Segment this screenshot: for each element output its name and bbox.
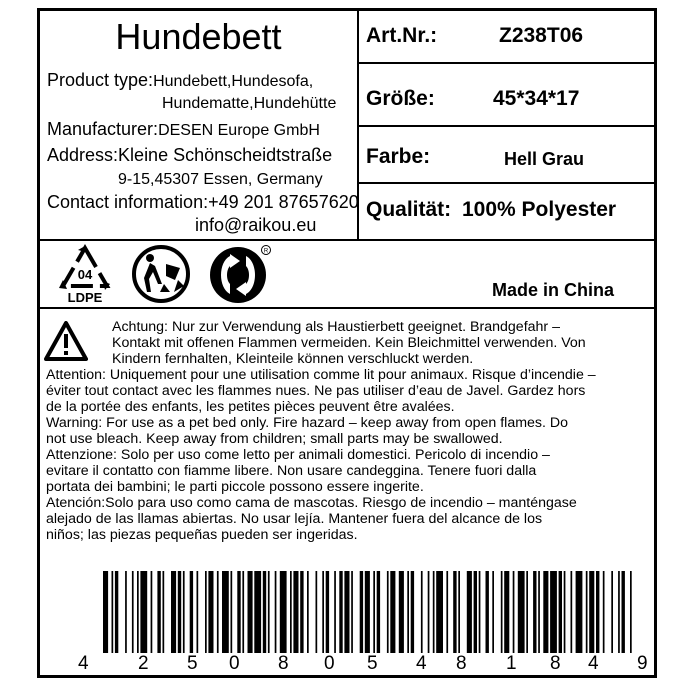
- barcode-bar: [576, 571, 583, 653]
- barcode-bar: [446, 571, 448, 653]
- qualitaet-cell: [359, 184, 654, 239]
- barcode-bar: [589, 571, 594, 653]
- barcode-digits: [40, 653, 654, 673]
- barcode-bar: [513, 571, 515, 653]
- warning-es-1: Atención:Solo para uso como cama de mascotas. Riesgo de incendio – manténgase: [46, 495, 577, 511]
- barcode-bar: [178, 571, 181, 653]
- label-top-section: [40, 11, 654, 241]
- manufacturer-value: DESEN Europe GmbH: [158, 122, 320, 139]
- warning-section: [40, 309, 654, 569]
- barcode-bar: [586, 571, 588, 653]
- warning-en-2: not use bleach. Keep away from children; small parts may be swallowed.: [46, 431, 503, 447]
- groesse-cell: [359, 64, 654, 127]
- barcode-bar: [103, 571, 108, 653]
- barcode-bar: [263, 571, 266, 653]
- warning-fr-3: de la portée des enfants, les petites pièces peuvent être avalées.: [46, 399, 455, 415]
- product-type-value-1: Hundebett,Hundesofa,: [153, 73, 314, 90]
- contact-key: Contact information:: [47, 192, 209, 212]
- contact-phone: +49 201 87657620: [208, 192, 359, 212]
- product-type-line: [47, 69, 313, 93]
- product-info-panel: [40, 11, 359, 239]
- barcode-digit: 0: [324, 653, 335, 674]
- barcode-bar: [571, 571, 573, 653]
- barcode-bar: [387, 571, 389, 653]
- barcode-bar: [518, 571, 525, 653]
- barcode-bar: [217, 571, 219, 653]
- barcode-bar: [137, 571, 139, 653]
- barcode-bar: [151, 571, 153, 653]
- barcode-digit: 1: [506, 653, 517, 674]
- barcode-bar: [344, 571, 349, 653]
- barcode-bar: [351, 571, 353, 653]
- barcode-bar: [339, 571, 342, 653]
- barcode-bar: [474, 571, 477, 653]
- barcode-bar: [453, 571, 456, 653]
- barcode-bar: [428, 571, 430, 653]
- barcode-bar: [280, 571, 287, 653]
- warning-es-3: niños; las piezas pequeñas pueden ser ingeridas.: [46, 527, 358, 543]
- warning-icon: [44, 321, 88, 361]
- barcode-bar: [275, 571, 277, 653]
- art-nr-value: Z238T06: [499, 24, 584, 47]
- art-nr-cell: [359, 11, 654, 64]
- barcode-bar: [334, 571, 336, 653]
- symbols-row: [40, 241, 654, 309]
- barcode-bar: [205, 571, 207, 653]
- manufacturer-key: Manufacturer:: [47, 119, 159, 139]
- barcode-bar: [248, 571, 253, 653]
- barcode-bar: [242, 571, 244, 653]
- barcode-bar: [231, 571, 233, 653]
- manufacturer-line: [47, 118, 320, 142]
- barcode-bar: [268, 571, 270, 653]
- barcode-bar: [433, 571, 435, 653]
- barcode-bar: [611, 571, 613, 653]
- barcode-bar: [365, 571, 370, 653]
- barcode-bar: [399, 571, 404, 653]
- barcode-digit: 8: [278, 653, 289, 674]
- barcode-bar: [407, 571, 409, 653]
- contact-email: info@raikou.eu: [195, 215, 317, 235]
- barcode-bar: [115, 571, 118, 653]
- warning-de-1: Achtung: Nur zur Verwendung als Haustierbett geeignet. Brandgefahr –: [112, 319, 560, 335]
- barcode-bar: [208, 571, 213, 653]
- barcode: [40, 571, 654, 675]
- green-dot-icon: [208, 244, 274, 306]
- warning-en-1: Warning: For use as a pet bed only. Fire hazard – keep away from open flames. Do: [46, 415, 569, 431]
- contact-line: [47, 191, 359, 213]
- barcode-digit: 4: [416, 653, 427, 674]
- barcode-bar: [360, 571, 363, 653]
- address-value-2: 9-15,45307 Essen, Germany: [118, 171, 323, 188]
- barcode-bar: [492, 571, 494, 653]
- barcode-bar: [326, 571, 329, 653]
- barcode-bar: [538, 571, 540, 653]
- barcode-bar: [190, 571, 193, 653]
- barcode-bar: [543, 571, 548, 653]
- barcode-bar: [222, 571, 229, 653]
- groesse-key: Größe:: [366, 87, 435, 110]
- barcode-digit: 5: [367, 653, 378, 674]
- address-line-2: [118, 167, 323, 191]
- barcode-digit: 4: [78, 653, 89, 674]
- barcode-digit: 2: [138, 653, 149, 674]
- art-nr-key: Art.Nr.:: [366, 24, 438, 47]
- product-type-key: Product type:: [47, 70, 154, 90]
- barcode-bar: [300, 571, 303, 653]
- barcode-bar: [157, 571, 160, 653]
- warning-es-2: alejado de las llamas abiertas. No usar lejía. Mantener fuera del alcance de los: [46, 511, 543, 527]
- warning-fr-2: éviter tout contact avec les flammes nues. Ne pas utiliser d’eau de Javel. Gardez hors: [46, 383, 586, 399]
- barcode-bar: [293, 571, 298, 653]
- barcode-bar: [112, 571, 114, 653]
- barcode-bar: [622, 571, 625, 653]
- barcode-digit: 5: [187, 653, 198, 674]
- warning-de-3: Kindern fernhalten, Kleinteile können verschluckt werden.: [112, 351, 474, 367]
- warning-it-2: evitare il contatto con fiamme libere. Non usare candeggina. Tenere fuori dalla: [46, 463, 537, 479]
- barcode-digit: 8: [550, 653, 561, 674]
- made-in-label: Made in China: [491, 280, 614, 300]
- qualitaet-value: 100% Polyester: [462, 198, 617, 221]
- product-type-line-2: [162, 91, 336, 115]
- barcode-bar: [237, 571, 240, 653]
- product-title: Hundebett: [115, 16, 282, 57]
- barcode-bar: [307, 571, 309, 653]
- barcode-digit: 0: [229, 653, 240, 674]
- barcode-bar: [533, 571, 536, 653]
- barcode-bar: [411, 571, 414, 653]
- barcode-bars: [40, 571, 654, 653]
- barcode-bar: [479, 571, 481, 653]
- barcode-bar: [254, 571, 261, 653]
- address-line: [47, 144, 332, 166]
- barcode-bar: [163, 571, 165, 653]
- barcode-bar: [630, 571, 632, 653]
- barcode-bar: [559, 571, 562, 653]
- barcode-digit: 8: [456, 653, 467, 674]
- warning-de-2: Kontakt mit offenen Flammen vermeiden. Kein Bleichmittel verwenden. Von: [112, 335, 586, 351]
- barcode-bar: [377, 571, 380, 653]
- qualitaet-key: Qualität:: [366, 198, 452, 221]
- contact-line-2: [195, 214, 316, 236]
- barcode-bar: [486, 571, 489, 653]
- farbe-cell: [359, 127, 654, 184]
- barcode-bar: [436, 571, 443, 653]
- barcode-bar: [596, 571, 599, 653]
- warning-it-1: Attenzione: Solo per uso come letto per animali domestici. Pericolo di incendio –: [46, 447, 550, 463]
- product-specs-panel: [359, 11, 654, 239]
- address-value-1: Kleine Schönscheidtstraße: [118, 145, 333, 165]
- barcode-bar: [171, 571, 176, 653]
- barcode-bar: [421, 571, 423, 653]
- recycle-material: LDPE: [67, 290, 103, 304]
- barcode-digit: 4: [588, 653, 599, 674]
- warning-it-3: portata dei bambini; le parti piccole possono essere ingerite.: [46, 479, 424, 495]
- barcode-bar: [618, 571, 620, 653]
- barcode-bar: [458, 571, 460, 653]
- recycle-ldpe-icon: [55, 244, 115, 304]
- barcode-bar: [550, 571, 557, 653]
- barcode-bar: [390, 571, 395, 653]
- barcode-bar: [526, 571, 528, 653]
- barcode-bar: [183, 571, 185, 653]
- groesse-value: 45*34*17: [493, 87, 580, 110]
- barcode-bar: [501, 571, 503, 653]
- barcode-bar: [140, 571, 147, 653]
- product-type-value-2: Hundematte,Hundehütte: [162, 95, 337, 112]
- barcode-bar: [504, 571, 509, 653]
- svg-text:R: R: [263, 248, 269, 255]
- barcode-bar: [125, 571, 127, 653]
- barcode-bar: [373, 571, 375, 653]
- product-label: [37, 8, 657, 678]
- barcode-bar: [467, 571, 472, 653]
- warning-fr-1: Attention: Uniquement pour une utilisation comme lit pour animaux. Risque d’incendie –: [46, 367, 596, 383]
- barcode-bar: [316, 571, 318, 653]
- farbe-value: Hell Grau: [504, 149, 585, 169]
- barcode-bar: [197, 571, 199, 653]
- barcode-bar: [322, 571, 324, 653]
- barcode-bar: [290, 571, 292, 653]
- recycle-code: 04: [77, 267, 93, 282]
- address-key: Address:: [47, 145, 119, 165]
- tidyman-icon: [130, 244, 192, 304]
- barcode-digit: 9: [637, 653, 648, 674]
- barcode-bar: [603, 571, 605, 653]
- farbe-key: Farbe:: [366, 145, 431, 168]
- barcode-bar: [132, 571, 134, 653]
- barcode-bar: [564, 571, 566, 653]
